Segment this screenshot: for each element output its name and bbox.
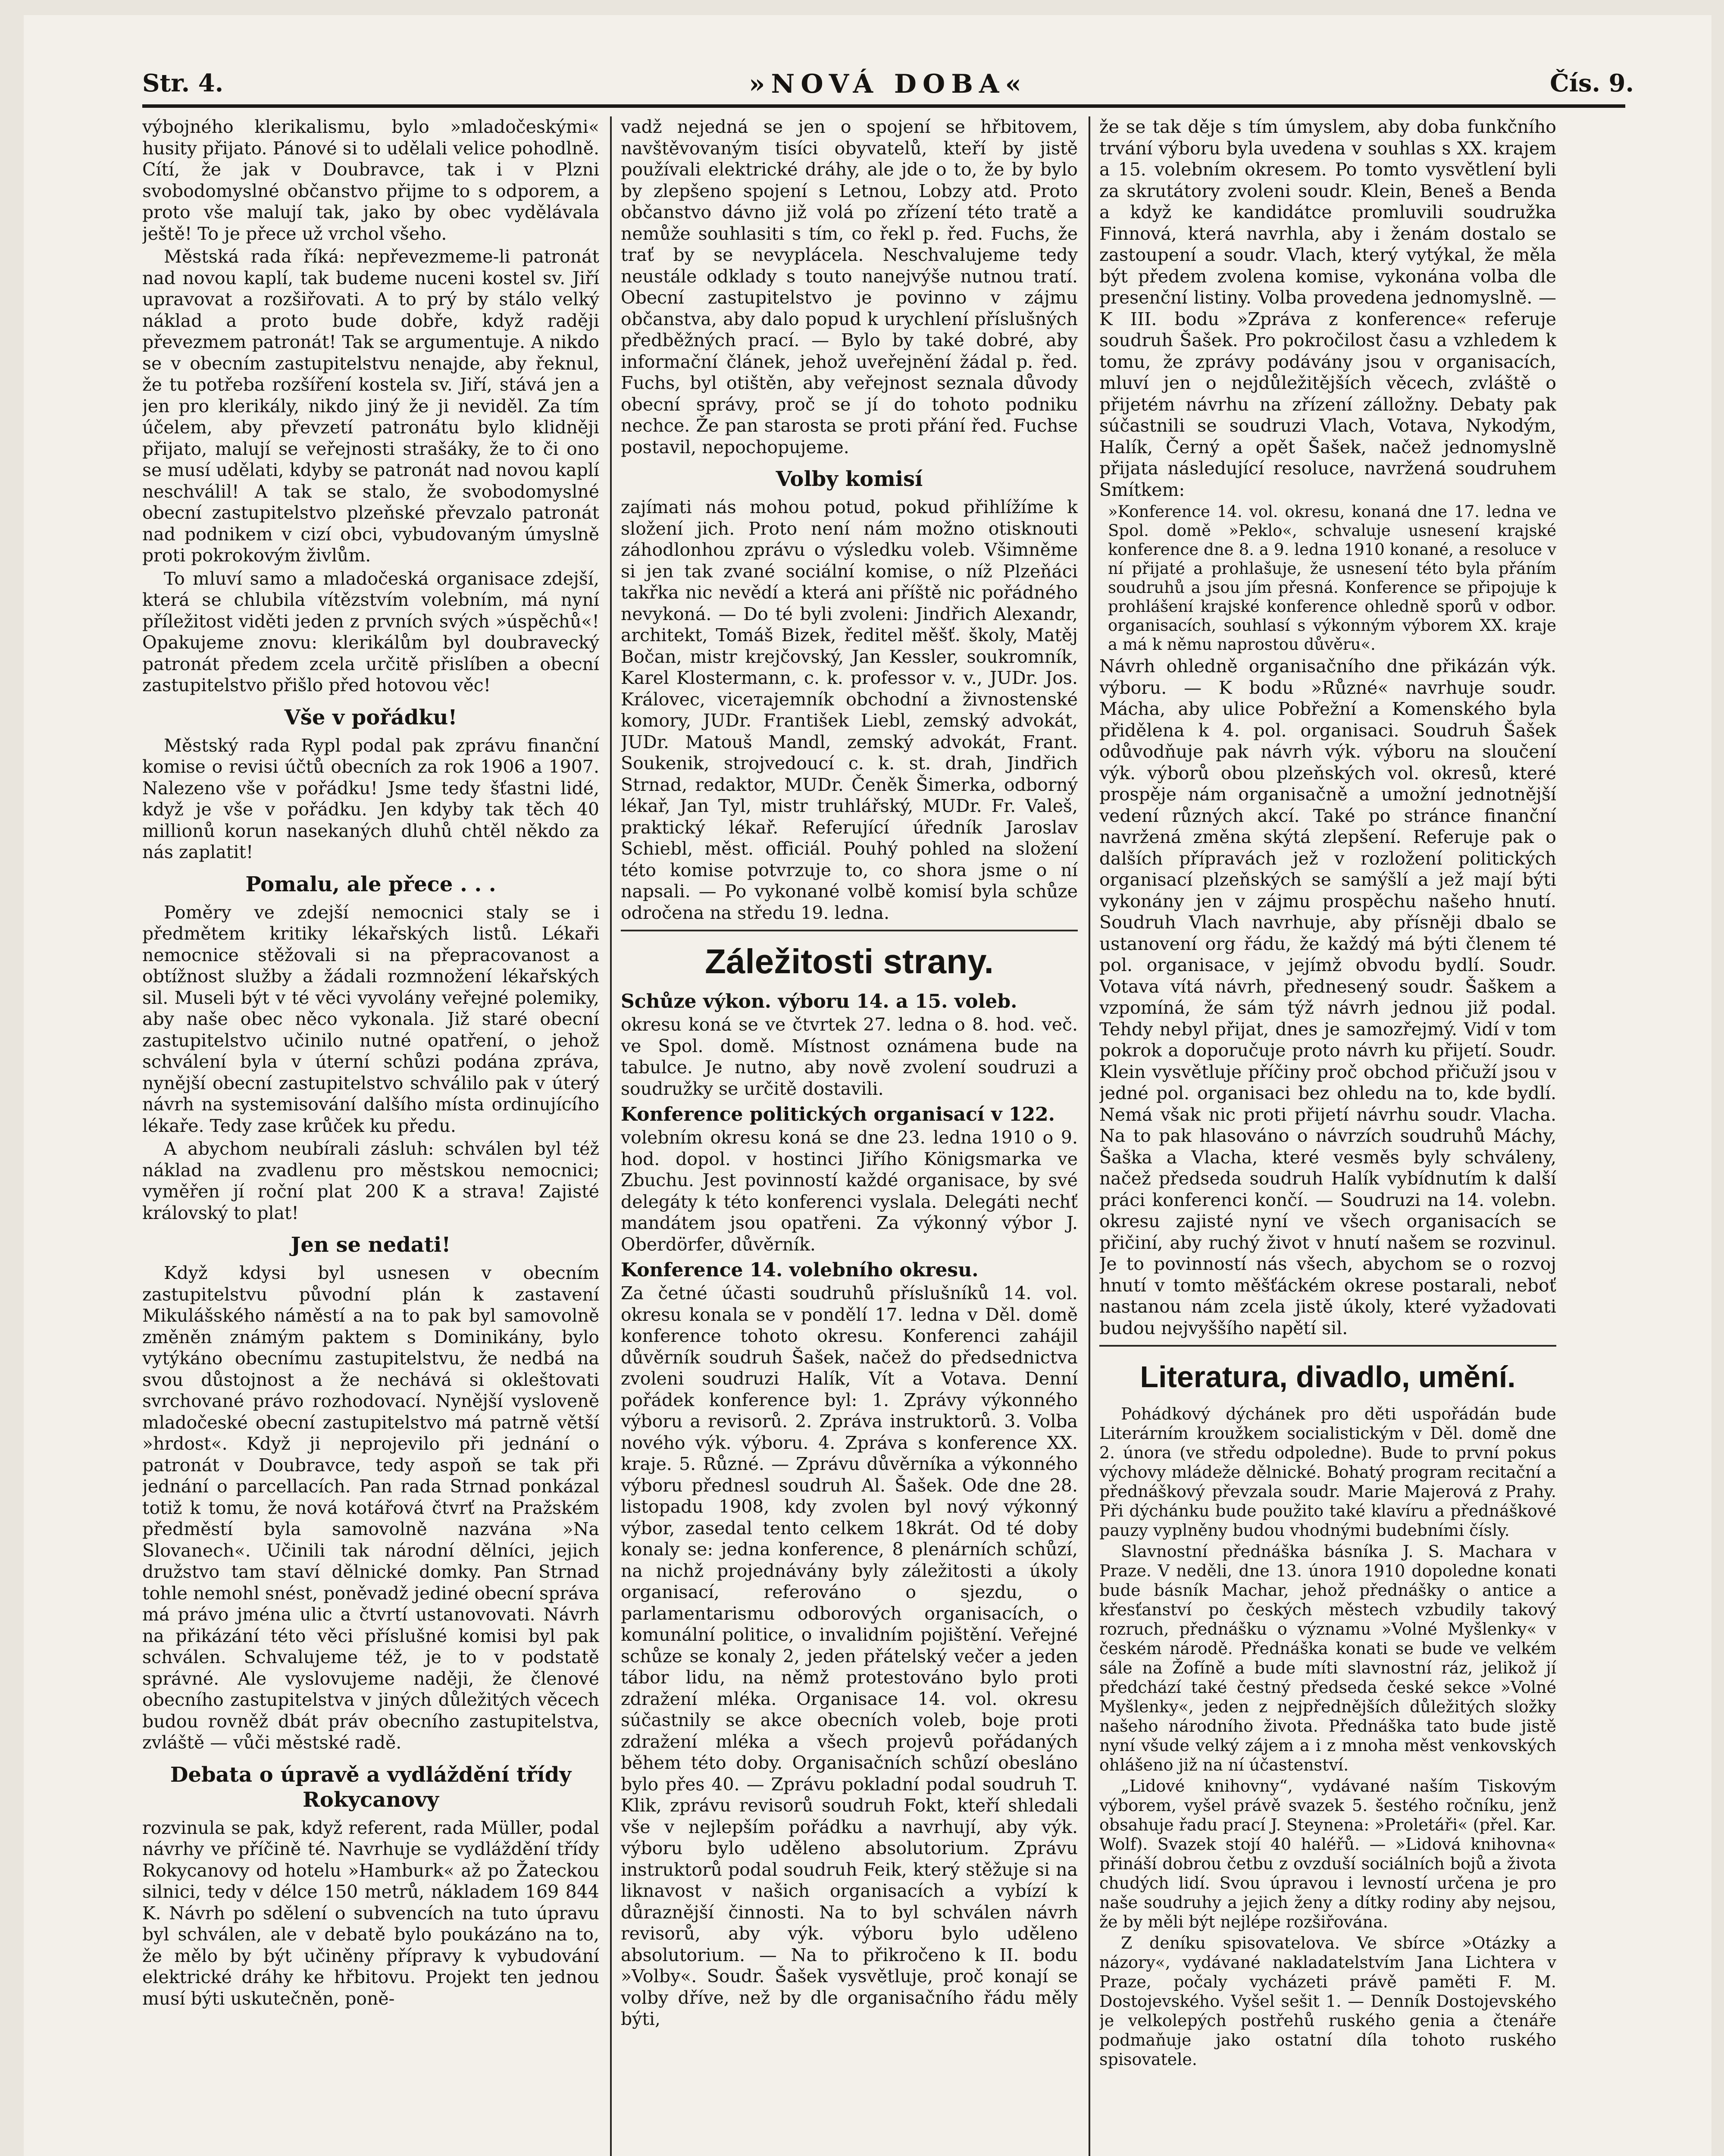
issue-number: Čís. 9. [1550, 69, 1634, 97]
article-paragraph: Poměry ve zdejší nemocnici staly se i předmětem kritiky lékařských listů. Lékaři nemocnice stěžovali si na přepracovanost a obtížnost služby a žádali rozmnožení lékařských sil. Museli být v té věci vyvolány veřejné polemiky, aby naše obec něco vykonala. Již staré obecní zastupitelstvo učinilo nutné opatření, o jehož schválení byla v úterní schůzi podána zpráva, nynější obecní zastupitelstvo schválilo pak v úterý návrh na systemisování dalšího místa ordinujícího lékaře. Tedy zase krůček ku předu. [142, 902, 599, 1136]
section-rule [1099, 1345, 1556, 1347]
column-divider [610, 116, 612, 2156]
article-paragraph: To mluví samo a mladočeská organisace zdejší, která se chlubila vítězstvím volebním, má nyní příležitost viděti jeden z prvních svých »úspěchů«! Opakujeme znovu: klerikálům byl doubravecký patronát předem zcela určitě přislíben a obecní zastupitelstvo přišlo před hotovou věc! [142, 568, 599, 696]
section-heading: Jen se nedati! [291, 1233, 451, 1257]
article-paragraph: rozvinula se pak, když referent, rada Müller, podal návrhy ve příčině té. Navrhuje se vydláždění třídy Rokycanovy od hotelu »Hamburk« až po Žateckou silnici, tedy v délce 150 metrů, nákladem 169 844 K. Návrh po sdělení o subvencích na tuto úpravu byl schválen, ale v debatě bylo poukázáno na to, že mělo by být učiněny přípravy k vybudování elektrické dráhy ke hřbitovu. Projekt ten jednou musí býti uskutečněn, poně- [142, 1817, 599, 2009]
article-paragraph: Městský rada Rypl podal pak zprávu finanční komise o revisi účtů obecních za rok 1906 a 1907. Nalezeno vše v pořádku! Jsme tedy šťastni lidé, když je vše v pořádku. Jen kdyby tak těch 40 millionů korun nasekaných dluhů chtěl někdo za nás zaplatit! [142, 735, 599, 862]
article-paragraph: Slavnostní přednáška básníka J. S. Machara v Praze. V neděli, dne 13. února 1910 dopoledne konati bude básník Machar, jehož přednášky o antice a křesťanství po českých městech vzbudily takový rozruch, přednášku o významu »Volné Myšlenky« v českém národě. Přednáška konati se bude ve velkém sále na Žofíně a bude míti slavnostní ráz, jelikož jí předchází také čestný předseda české sekce »Volné Myšlenky«, jeden z nejpřednějších důležitých složky našeho národního života. Přednáška tato bude jistě nyní všude velký zájem a i z mnoha měst venkovských ohlášeno již na ní účastenství. [1099, 1542, 1556, 1774]
section-title: Literatura, divadlo, umění. [1140, 1360, 1516, 1394]
article-paragraph: vadž nejedná se jen o spojení se hřbitovem, navštěvovaným tisíci obyvatelů, kteří by jistě používali elektrické dráhy, ale jde o to, že by bylo by zlepšeno spojení s Letnou, Lobzy atd. Proto občanstvo dávno již volá po zřízení této tratě a nemůže souhlasiti s tím, co řekl p. řed. Fuchs, že trať by se nevyplácela. Neschvalujeme tedy neustále odklady s touto nanejvýše nutnou tratí. Obecní zastupitelstvo je povinno v zájmu občanstva, aby dalo popud k urychlení příslušných předběžných prací. — Bylo by také dobré, aby informační článek, jehož uveřejnění žádal p. řed. Fuchs, byl otištěn, aby veřejnost seznala důvody obecní správy, proč se jí do tohoto podniku nechce. Že pan starosta se proti přání řed. Fuchse postavil, nepochopujeme. [621, 116, 1078, 458]
newspaper-title: »NOVÁ DOBA« [749, 69, 1027, 99]
page-header [142, 69, 1634, 121]
article-paragraph: okresu koná se ve čtvrtek 27. ledna o 8. hod. več. ve Spol. domě. Místnost oznámena bude na tabulce. Je nutno, aby nově zvolení soudruzi a soudružky se určitě dostavili. [621, 1014, 1078, 1099]
article-paragraph: volebním okresu koná se dne 23. ledna 1910 o 9. hod. dopol. v hostinci Jiřího Königsmarka ve Zbuchu. Jest povinností každé organisace, by své delegáty k této konferenci vyslala. Delegáti nechť mandátem jsou opatřeni. Za výkonný výbor J. Oberdörfer, důvěrník. [621, 1127, 1078, 1255]
page-number: Str. 4. [142, 69, 224, 97]
section-rule [621, 930, 1078, 931]
column-1 [142, 116, 599, 2156]
article-paragraph: „Lidové knihovny“, vydávané naším Tiskovým výborem, vyšel právě svazek 5. šestého ročníku, jenž obsahuje řadu prací J. Steynena: »Proletáři« (přel. Kar. Wolf). Svazek stojí 40 haléřů. — »Lidová knihovna« přináší dobrou četbu z ovzduší sociálních bojů a života chudých lidí. Svou úpravou i levností určena je pro naše soudruhy a jejich ženy a dítky rodiny aby nejsou, že by měli být nejlépe rozšiřována. [1099, 1777, 1556, 1931]
section-heading: Vše v pořádku! [284, 705, 457, 730]
section-title: Záležitosti strany. [705, 942, 994, 981]
column-3 [1099, 116, 1556, 2156]
header-rule [142, 104, 1625, 108]
article-paragraph: že se tak děje s tím úmyslem, aby doba funkčního trvání výboru byla uvedena v souhlas s XX. krajem a 15. volebním okresem. Po tomto vysvětlení byli za skrutátory zvoleni soudr. Klein, Beneš a Benda a když ke kandidátce promluvili soudružka Finnová, která navrhla, aby i ženám dostalo se zastoupení a soudr. Vlach, který vytýkal, že měla být předem zvolena komise, vykonána volba dle presenční listiny. Volba provedena jednomyslně. — K III. bodu »Zpráva z konference« referuje soudruh Šašek. Pro pokročilost času a vzhledem k tomu, že zprávy podávány jsou v organisacích, mluví jen o nejdůležitějších věcech, zvláště o přijetém návrhu na zřízení zálložny. Debaty pak súčastnili se soudruzi Vlach, Votava, Nykodým, Halík, Černý a opět Šašek, načež jednomyslně přijata následující resoluce, navržená soudruhem Smítkem: [1099, 116, 1556, 500]
article-paragraph: zajímati nás mohou potud, pokud přihlížíme k složení jich. Proto není nám možno otisknouti záhodlonhou zprávu o výsledku voleb. Všimněme si jen tak zvané sociální komise, o níž Plzeňáci takřka nic nevědí a která ani příště nic pořádného nevykoná. — Do té byli zvoleni: Jindřich Alexandr, architekt, Tomáš Bizek, ředitel měšť. školy, Matěj Bočan, mistr krejčovský, Jan Kessler, soukromník, Karel Klostermann, c. k. professor v. v., JUDr. Jos. Královec, viceтajemník obchodní a živnostenské komory, JUDr. František Liebl, zemský advokát, JUDr. Matouš Mandl, zemský advokát, Frant. Soukenik, strojvedoucí c. k. st. drah, Jindřich Strnad, redaktor, MUDr. Čeněk Šimerka, odborný lékař, Jan Tyl, mistr truhlářský, MUDr. Fr. Valeš, praktický lékař. Referující úředník Jaroslav Schiebl, měst. officiál. Pouhý pohled na složení této komise potvrzuje to, co shora jsme o ní napsali. — Po vykonané volbě komisí byla schůze odročena na středu 19. ledna. [621, 497, 1078, 923]
article-paragraph: Návrh ohledně organisačního dne přikázán výk. výboru. — K bodu »Různé« navrhuje soudr. Mácha, aby ulice Pobřežní a Komenského byla přidělena k 4. pol. organisaci. Soudruh Šašek odůvodňuje pak návrh výk. výboru na sloučení výk. výborů obou plzeňských vol. okresů, které prospěje nám organisačně a umožní jednotnější vedení různých akcí. Také po stránce finanční navržená změna skýtá zlepšení. Referuje pak o dalších přípravách jež v rozložení politických organisací plzeňských se samýšlí a jež mají býti vykonány jen v zájmu prospěchu našeho hnutí. Soudruh Vlach navrhuje, aby přísněji dbalo se ustanovení org řádu, že každý má býti členem té pol. organisace, v jejímž obvodu bydlí. Soudr. Votava vítá návrh, přednesený soudr. Šaškem a vzpomíná, že sám týž návrh jednou již podal. Tehdy nebyl přijat, dnes je samozřejmý. Vidí v tom pokrok a doporučuje proto návrh ku přijetí. Soudr. Klein vysvětluje příčiny proč obchod přičuží jsou v jedné pol. organisaci bez ohledu na to, kde bydlí. Nemá však nic proti přijetí návrhu soudr. Vlacha. Na to pak hlasováno o návrzích soudruhů Máchy, Šaška a Vlacha, které vesměs byly schváleny, načež předseda soudruh Halík vybídnutím k další práci konferenci končí. — Soudruzi na 14. volebn. okresu zajisté nyní ve všech organisacích se přičiní, aby ruchý život v hnutí našem se rozvinul. Je to povinností nás všech, abychom se o rozvoj hnutí v tomto měšťáckém okrese postarali, neboť nastanou nám zcela jistě úkoly, které vyžadovati budou nejvyššího napětí sil. [1099, 656, 1556, 1338]
column-2 [621, 116, 1078, 2156]
section-heading: Volby komisí [776, 467, 923, 491]
column-divider [1089, 116, 1090, 2156]
section-heading: Debata o úpravě a vydláždění třídy Rokycanovy [170, 1762, 572, 1812]
article-paragraph: Když kdysi byl usnesen v obecním zastupitelstvu původní plán k zastavení Mikulášského náměstí a na to pak byl samovolně změněn známým paktem s Dominikány, bylo vytýkáno obecnímu zastupitelstvu, že nedbá na svou důstojnost a že nechává si okleštovati svrchované právo rozhodovací. Nynější vysloveně mladočeské obecní zastupitelstvo má patrně větší »hrdost«. Když ji neprojevilo při jednání o patronát v Doubravce, tedy aspoň se tak při jednání o parcellacích. Pan rada Strnad ponkázal totiž k tomu, že nová kotářová čtvrť na Pražském předměstí byla samovolně nazvána »Na Slovanech«. Učinili tak národní dělníci, jejich družstvo tam staví dělnické domky. Pan Strnad tohle nemohl snést, poněvadž jediné obecní správa má právo jména ulic a čtvrtí ustanovovati. Návrh na přikázání této věci příslušné komisi byl pak schválen. Schvalujeme též, je to v podstatě správné. Ale vyslovujeme naději, že členové obecního zastupitelstva v jiných důležitých věcech budou rovněž dbát práv obecního zastupitelstva, zvláště — vůči městské radě. [142, 1263, 599, 1753]
notice-heading: Konference 14. volebního okresu. [621, 1259, 979, 1281]
section-heading: Pomalu, ale přece . . . [245, 872, 496, 896]
notice-heading: Konference politických organisací v 122. [621, 1103, 1055, 1125]
article-paragraph: Městská rada říká: nepřevezmeme-li patronát nad novou kaplí, tak budeme nuceni kostel sv. Jiří upravovat a rozšiřovati. A to prý by stálo velký náklad a proto bude dobře, když raději převezmem patronát! Tak se argumentuje. A nikdo se v obecním zastupitelstvu nenajde, aby řeknul, že tu potřeba rozšíření kostela sv. Jiří, stává jen a jen pro klerikály, nikdo jiný že ji neviděl. Za tím účelem, aby převzetí patronátu bylo klidněji přijato, malují se veřejnosti strašáky, že to či ono se musí udělati, kdyby se patronát nad novou kaplí neschválil! A tak se stalo, že svobodomyslné obecní zastupitelstvo plzeňské převzalo patronát nad podnikem v cizí obci, vybudovaným úmyslně proti pokrokovým živlům. [142, 246, 599, 566]
article-paragraph: A abychom neubírali zásluh: schválen byl též náklad na zvadlenu pro městskou nemocnici; vyměřen jí roční plat 200 K a strava! Zajisté královský to plat! [142, 1138, 599, 1223]
article-paragraph: Z deníku spisovatelova. Ve sbírce »Otázky a názory«, vydávané nakladatelstvím Jana Lichtera v Praze, počaly vycházeti právě paměti F. M. Dostojevského. Vyšel sešit 1. — Denník Dostojevského je velkolepých postřehů ruského genia a čtenáře podmaňuje jako ostatní díla tohoto ruského spisovatele. [1099, 1934, 1556, 2069]
article-paragraph: Za četné účasti soudruhů příslušníků 14. vol. okresu konala se v pondělí 17. ledna v Děl. domě konference tohoto okresu. Konferenci zahájil důvěrník soudruh Šašek, načež do předsednictva zvoleni soudruzi Halík, Vít a Votava. Denní pořádek konference byl: 1. Zprávy výkonného výboru a revisorů. 2. Zpráva instruktorů. 3. Volba nového výk. výboru. 4. Zpráva s konference XX. kraje. 5. Různé. — Zprávu důvěrníka a výkonného výboru přednesl soudruh Al. Šašek. Ode dne 28. listopadu 1908, kdy zvolen byl nový výkonný výbor, zasedal tento celkem 18krát. Od té doby konaly se: jedna konference, 8 plenárních schůzí, na nichž projednávány byly záležitosti a úkoly organisací, referováno o sjezdu, o parlamentarismu odborových organisacích, o komunální politice, o invalidním pojištění. Veřejné schůze se konaly 2, jeden přátelský večer a jeden tábor lidu, na němž protestováno bylo proti zdražení mléka. Organisace 14. vol. okresu súčastnily se akce obecních voleb, boje proti zdražení mléka a všech projevů pořádaných během této doby. Organisačních schůzí obesláno bylo přes 40. — Zprávu pokladní podal soudruh T. Klik, zprávu revisorů soudruh Fokt, kteří shledali vše v nejlepším pořádku a navrhují, aby výk. výboru bylo uděleno absolutorium. Zprávu instruktorů podal soudruh Feik, který stěžuje si na liknavost v našich organisacích a vybízí k důraznější činnosti. Na to byl schválen návrh revisorů, aby výk. výboru bylo uděleno absolutorium. — Na to přikročeno k II. bodu »Volby«. Soudr. Šašek vysvětluje, proč konají se volby dříve, než by dle organisačního řádu měly býti, [621, 1283, 1078, 2029]
article-paragraph: výbojného klerikalismu, bylo »mladočeskými« husity přijato. Pánové si to udělali velice pohodlně. Cítí, že jak v Doubravce, tak i v Plzni svobodomyslné občanstvo přijme to s odporem, a proto vše malují tak, jako by obec vydělávala ještě! To je přece už vrchol všeho. [142, 116, 599, 244]
notice-heading: Schůze výkon. výboru 14. a 15. voleb. [621, 990, 1017, 1012]
article-paragraph: Pohádkový dýchánek pro děti uspořádán bude Literárním kroužkem socialistickým v Děl. domě dne 2. února (ve středu odpoledne). Bude to první pokus výchovy mládeže dělnické. Bohatý program recitační a přednáškový převzala soudr. Marie Majerová z Prahy. Při dýchánku bude použito také klavíru a přednáškové pauzy vyplněny budou vhodnými budebními čísly. [1099, 1404, 1556, 1540]
resolution-text: »Konference 14. vol. okresu, konaná dne 17. ledna ve Spol. domě »Peklo«, schvaluje usnesení krajské konference dne 8. a 9. ledna 1910 konané, a resoluce v ní přijaté a prohlašuje, že usnesení této byla přáním soudruhů a jsou jím přesná. Konference se připojuje k prohlášení krajské konference ohledně sporů v odbor. organisacích, souhlasí s výkonným výborem XX. kraje a má k němu naprostou důvěru«. [1108, 502, 1556, 654]
